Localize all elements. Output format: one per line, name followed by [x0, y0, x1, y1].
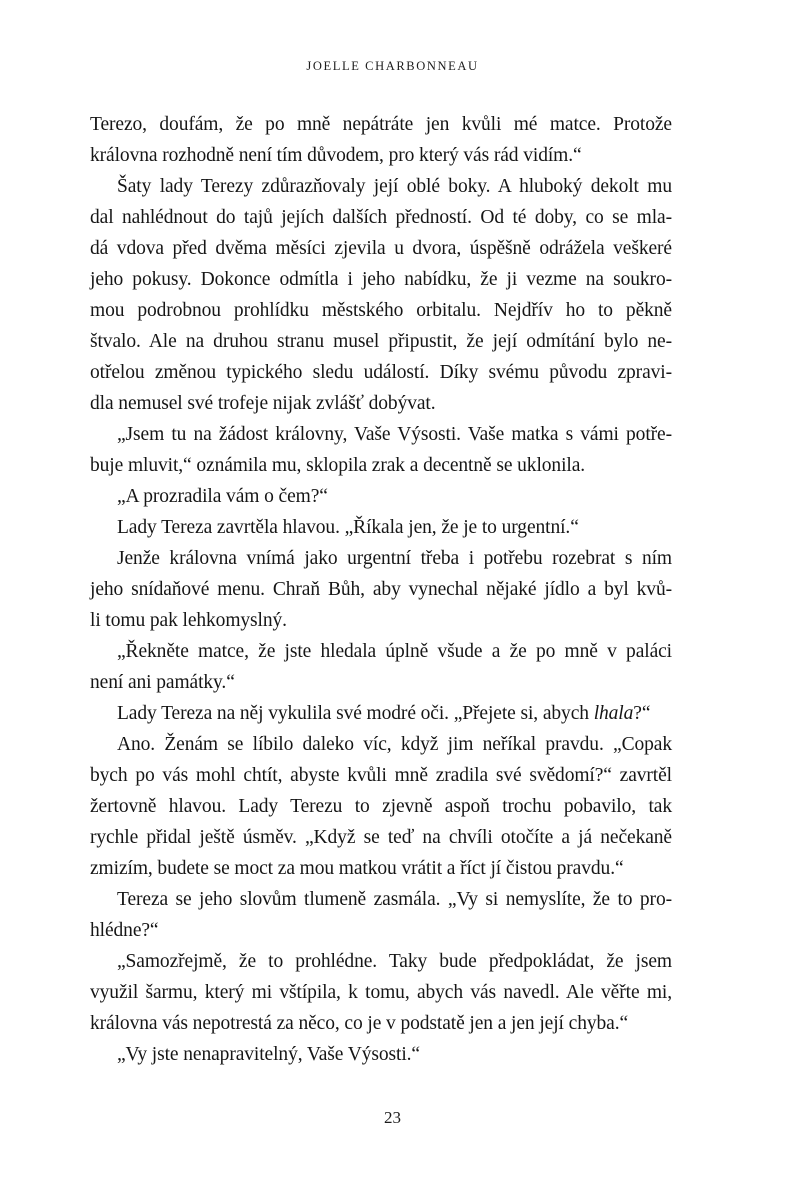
text-line: „Samozřejmě, že to prohlédne. Taky bude předpokládat, že jsem: [117, 951, 672, 972]
paragraph: [90, 543, 672, 636]
text-line: dá vdova před dvěma měsíci zjevila u dvora, úspěšně odrážela veškeré: [90, 238, 672, 259]
page-number: 23: [384, 1108, 401, 1127]
paragraph: [90, 109, 672, 171]
text-line: bych po vás mohl chtít, abyste kvůli mně zradila své svědomí?“ zavrtěl: [90, 765, 672, 786]
text-line: mou podrobnou prohlídku městského orbitalu. Nejdřív ho to pěkně: [90, 300, 672, 321]
paragraph: [90, 419, 672, 481]
text-line: Jenže královna vnímá jako urgentní třeba i potřebu rozebrat s ním: [117, 548, 672, 569]
text-line: Lady Tereza na něj vykulila své modré oči. „Přejete si, abych lhala?“: [117, 703, 651, 724]
text-line: hlédne?“: [90, 920, 159, 941]
paragraph: [90, 729, 672, 884]
text-line: „A prozradila vám o čem?“: [117, 486, 328, 507]
text-line: Terezo, doufám, že po mně nepátráte jen kvůli mé matce. Protože: [90, 114, 672, 135]
text-line: královna rozhodně není tím důvodem, pro který vás rád vidím.“: [90, 145, 582, 166]
text-line: rychle přidal ještě úsměv. „Když se teď na chvíli otočíte a já nečekaně: [90, 827, 672, 848]
text-line: zmizím, budete se moct za mou matkou vrátit a říct jí čistou pravdu.“: [90, 858, 624, 879]
text-line: „Řekněte matce, že jste hledala úplně všude a že po mně v paláci: [117, 641, 672, 662]
paragraph: [90, 946, 672, 1039]
paragraph: [90, 171, 672, 419]
text-line: „Vy jste nenapravitelný, Vaše Výsosti.“: [117, 1044, 420, 1065]
text-line: není ani památky.“: [90, 672, 235, 693]
paragraph: [90, 512, 672, 543]
text-line: jeho pokusy. Dokonce odmítla i jeho nabídku, že ji vezme na soukro-: [90, 269, 672, 290]
text-line: „Jsem tu na žádost královny, Vaše Výsosti. Vaše matka s vámi potře-: [117, 424, 672, 445]
paragraph: [90, 636, 672, 698]
text-line: li tomu pak lehkomyslný.: [90, 610, 287, 631]
running-header: JOELLE CHARBONNEAU: [306, 59, 479, 73]
text-line: Šaty lady Terezy zdůrazňovaly její oblé boky. A hluboký dekolt mu: [117, 176, 672, 197]
page-body: [90, 109, 672, 1070]
text-line: královna vás nepotrestá za něco, co je v podstatě jen a jen její chyba.“: [90, 1013, 629, 1034]
text-line: Lady Tereza zavrtěla hlavou. „Říkala jen, že je to urgentní.“: [117, 517, 579, 538]
text-line: využil šarmu, který mi vštípila, k tomu, abych vás navedl. Ale věřte mi,: [90, 982, 672, 1003]
text-line: jeho snídaňové menu. Chraň Bůh, aby vynechal nějaké jídlo a byl kvů-: [90, 579, 672, 600]
text-line: štvalo. Ale na druhou stranu musel připustit, že její odmítání bylo ne-: [90, 331, 672, 352]
text-line: otřelou změnou typického sledu událostí. Díky svému původu zpravi-: [90, 362, 672, 383]
text-line: dal nahlédnout do tajů jejích dalších předností. Od té doby, co se mla-: [90, 207, 672, 228]
text-line: Tereza se jeho slovům tlumeně zasmála. „Vy si nemyslíte, že to pro-: [117, 889, 672, 910]
text-line: žertovně hlavou. Lady Terezu to zjevně aspoň trochu pobavilo, tak: [90, 796, 672, 817]
paragraph: [90, 884, 672, 946]
paragraph: [90, 481, 672, 512]
text-line: dla nemusel své trofeje nijak zvlášť dobývat.: [90, 393, 436, 414]
text-line: Ano. Ženám se líbilo daleko víc, když jim neříkal pravdu. „Copak: [117, 734, 672, 755]
paragraph: [90, 1039, 672, 1070]
paragraph: [90, 698, 672, 729]
text-line: buje mluvit,“ oznámila mu, sklopila zrak a decentně se uklonila.: [90, 455, 586, 476]
